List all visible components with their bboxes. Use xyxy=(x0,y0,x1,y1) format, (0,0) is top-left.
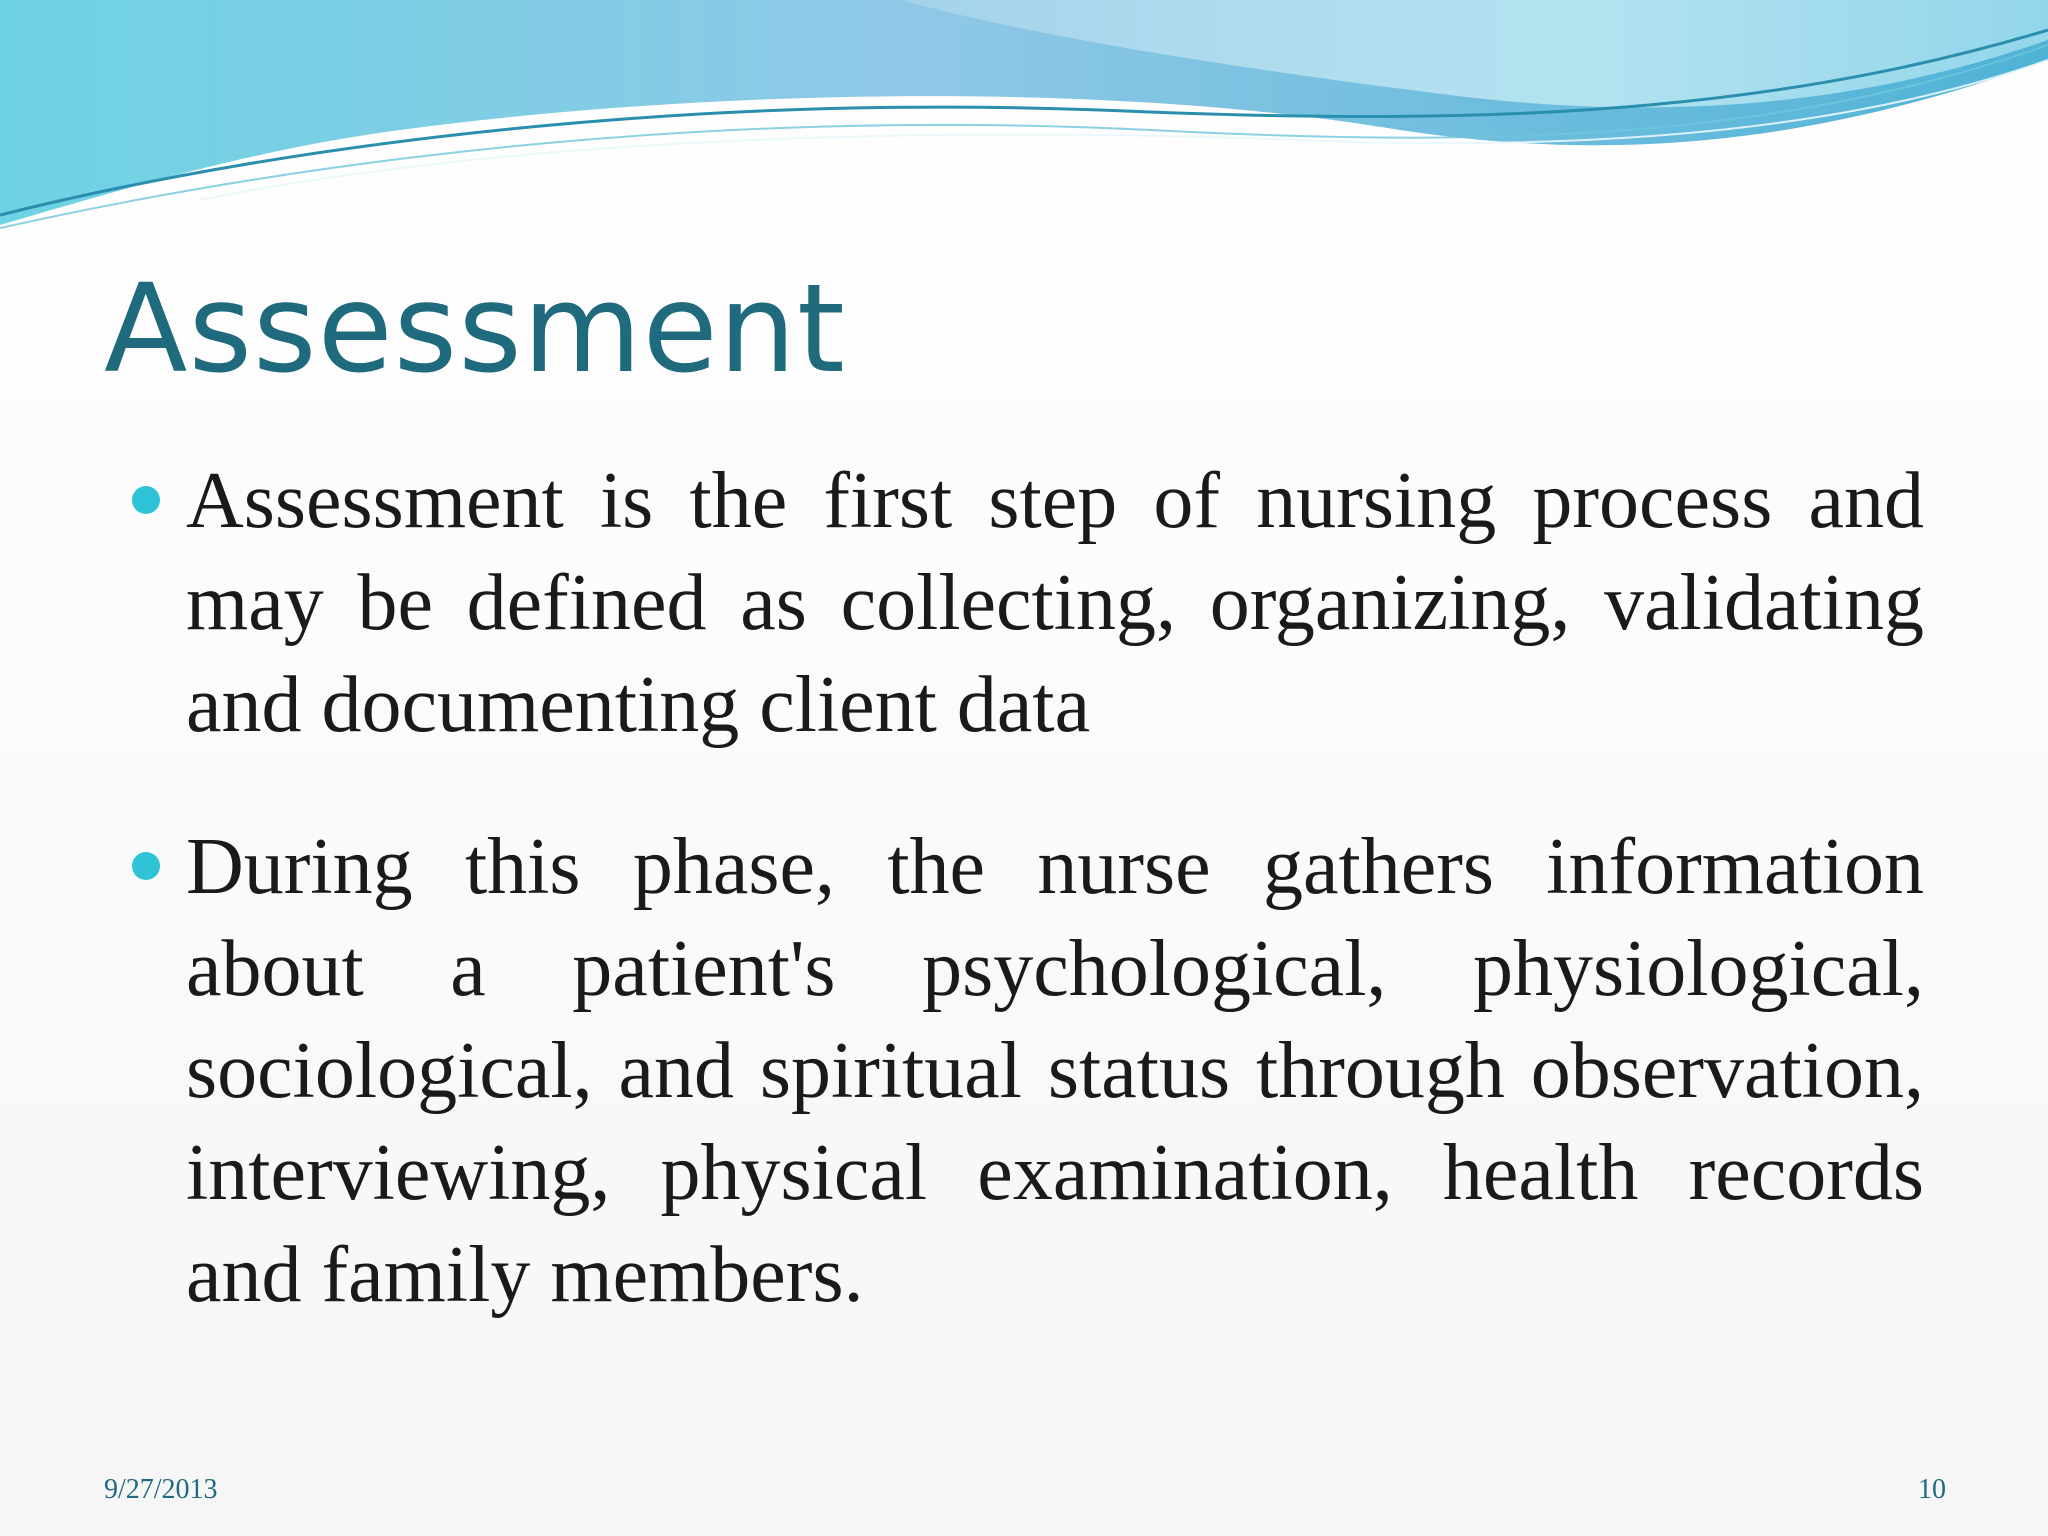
bullet-list xyxy=(186,450,1924,1326)
slide-title: Assessment xyxy=(104,258,846,400)
bullet-dot-icon xyxy=(132,852,160,880)
bullet-dot-icon xyxy=(132,486,160,514)
bullet-text: During this phase, the nurse gathers information about a patient's psychological, physiological, sociological, and spiritual status through observation, interviewing, physical examination, health records and family members. xyxy=(186,823,1924,1319)
bullet-text: Assessment is the first step of nursing process and may be defined as collecting, organizing, validating and documenting client data xyxy=(186,457,1924,749)
footer-date: 9/27/2013 xyxy=(104,1474,218,1505)
bullet-item xyxy=(186,816,1924,1326)
header-wave-decoration xyxy=(0,0,2048,240)
page-number: 10 xyxy=(1918,1474,1946,1505)
bullet-item xyxy=(186,450,1924,756)
